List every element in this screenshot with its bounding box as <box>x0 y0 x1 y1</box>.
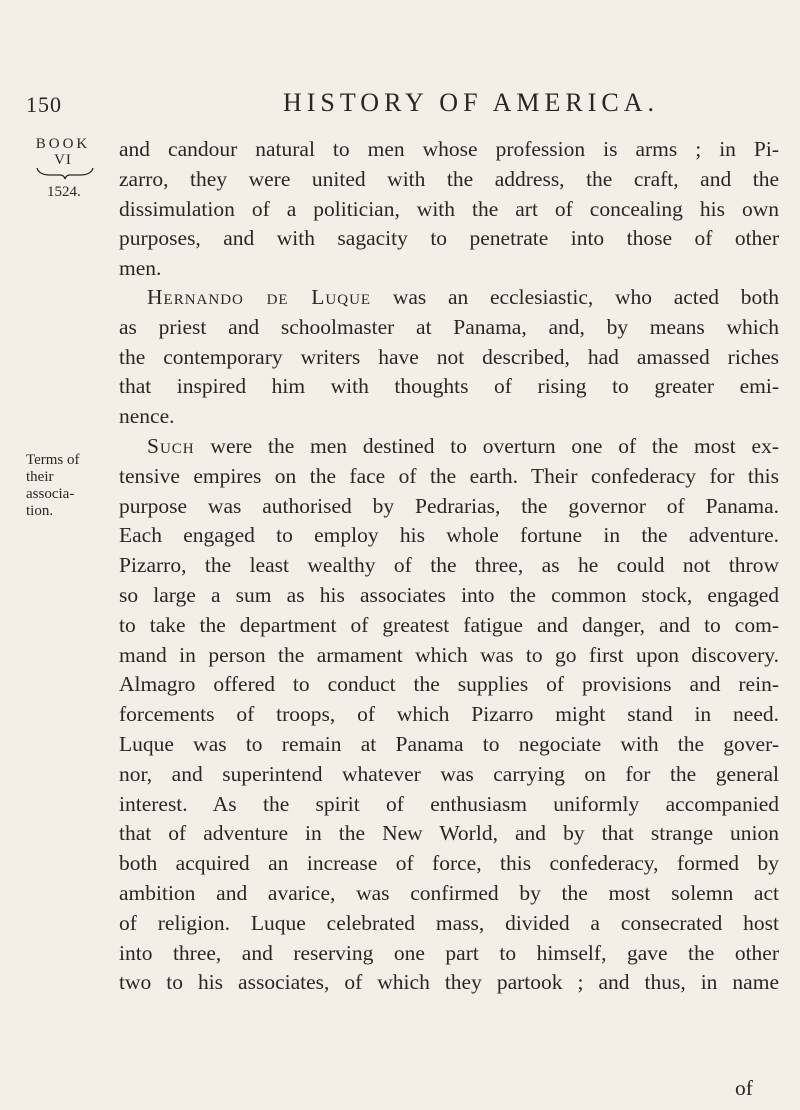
text-line: men. <box>119 256 162 281</box>
text-line: into three, and reserving one part to himself, gave the other <box>119 940 779 965</box>
text-line: both acquired an increase of force, this confederacy, formed by <box>119 851 779 876</box>
book-number: VI <box>54 152 72 168</box>
running-title: HISTORY OF AMERICA. <box>283 88 659 117</box>
sidenote-line: tion. <box>26 503 54 519</box>
text-line: zarro, they were united with the address, the craft, and the <box>119 166 779 191</box>
text-line: of religion. Luque celebrated mass, divided a consecrated host <box>119 910 779 935</box>
text-fragment: were the men destined to overturn one of the most ex- <box>194 434 779 458</box>
sidenote-line: their associa- <box>26 469 75 502</box>
page-number: 150 <box>26 92 62 117</box>
text-line <box>119 432 779 462</box>
year-label: 1524. <box>47 184 81 200</box>
text-line: and candour natural to men whose profession is arms ; in Pi- <box>119 137 779 161</box>
book-label <box>32 136 94 168</box>
text-line: Pizarro, the least wealthy of the three, as he could not throw <box>119 553 779 578</box>
paragraph-3 <box>119 432 779 998</box>
text-line: nor, and superintend whatever was carrying on for the general <box>119 761 779 786</box>
text-fragment: was an ecclesiastic, who acted both <box>371 285 779 309</box>
margin-sidenote <box>26 452 98 520</box>
catchword: of <box>735 1076 753 1100</box>
text-line: Luque was to remain at Panama to negociate with the gover- <box>119 731 779 756</box>
text-line: interest. As the spirit of enthusiasm uniformly accompanied <box>119 791 779 816</box>
text-line: so large a sum as his associates into the common stock, engaged <box>119 582 779 607</box>
brace-ornament <box>36 166 94 180</box>
text-line: that inspired him with thoughts of rising to greater emi- <box>119 374 779 399</box>
text-line: tensive empires on the face of the earth. Their confederacy for this <box>119 463 779 488</box>
text-line: to take the department of greatest fatigue and danger, and to com- <box>119 612 779 637</box>
text-line: as priest and schoolmaster at Panama, and, by means which <box>119 314 779 339</box>
text-line: dissimulation of a politician, with the art of concealing his own <box>119 196 779 221</box>
paragraph-lead: Such <box>147 434 195 458</box>
book-word: BOOK <box>35 136 91 152</box>
text-line: purpose was authorised by Pedrarias, the governor of Panama. <box>119 493 779 518</box>
text-line: two to his associates, of which they partook ; and thus, in name <box>119 970 779 995</box>
paragraph-2 <box>119 283 779 432</box>
text-line: Almagro offered to conduct the supplies of provisions and rein- <box>119 672 779 697</box>
text-line: mand in person the armament which was to go first upon discovery. <box>119 642 779 667</box>
text-line <box>119 283 779 313</box>
paragraph-lead: Hernando de Luque <box>147 285 372 309</box>
text-line: that of adventure in the New World, and by that strange union <box>119 821 779 846</box>
text-line: Each engaged to employ his whole fortune in the adventure. <box>119 523 779 548</box>
text-line: nence. <box>119 404 175 429</box>
paragraph-1 <box>119 135 779 284</box>
text-line: ambition and avarice, was confirmed by the most solemn act <box>119 880 779 905</box>
text-line: the contemporary writers have not described, had amassed riches <box>119 344 779 369</box>
text-line: forcements of troops, of which Pizarro might stand in need. <box>119 702 779 727</box>
sidenote-line: Terms of <box>26 452 80 468</box>
text-line: purposes, and with sagacity to penetrate into those of other <box>119 226 779 251</box>
